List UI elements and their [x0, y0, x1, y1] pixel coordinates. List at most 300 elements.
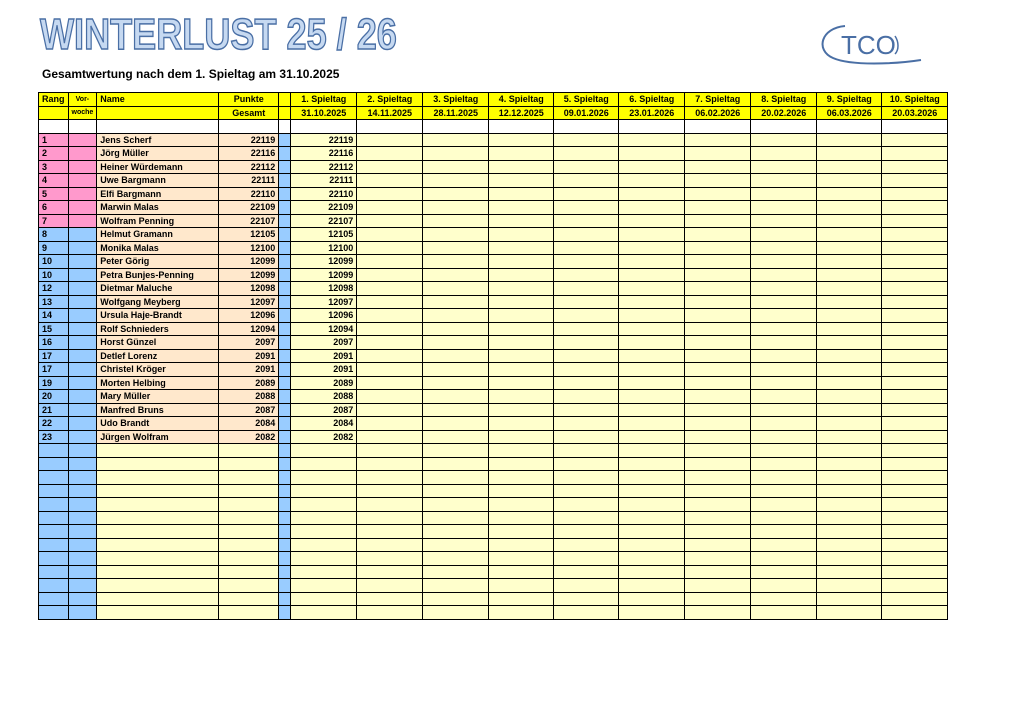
- total-points-cell: 12094: [219, 322, 279, 336]
- spieltag-cell: [619, 187, 685, 201]
- previous-week-cell: [68, 160, 97, 174]
- spieltag-cell: [423, 214, 489, 228]
- name-cell: [97, 525, 219, 539]
- spieltag-cell: [751, 160, 817, 174]
- spieltag-cell: [489, 498, 554, 512]
- spieltag-cell: [817, 606, 882, 620]
- previous-week-cell: [68, 322, 97, 336]
- name-cell: [97, 565, 219, 579]
- spieltag-cell: [685, 228, 751, 242]
- spieltag-cell: [685, 403, 751, 417]
- name-cell: Jürgen Wolfram: [97, 430, 219, 444]
- spieltag-cell: [882, 390, 948, 404]
- rank-cell: 5: [39, 187, 69, 201]
- spieltag-cell: [554, 457, 619, 471]
- spieltag-1-cell: 12100: [291, 241, 357, 255]
- spieltag-cell: [882, 376, 948, 390]
- spacer-cell: [279, 538, 291, 552]
- spieltag-cell: [423, 390, 489, 404]
- table-row: [39, 403, 948, 417]
- spacer-cell: [279, 336, 291, 350]
- spieltag-cell: [423, 498, 489, 512]
- page-title: WINTERLUST 25 / 26: [40, 10, 397, 59]
- spieltag-cell: [619, 552, 685, 566]
- spieltag-cell: [817, 403, 882, 417]
- name-cell: [97, 511, 219, 525]
- name-cell: Elfi Bargmann: [97, 187, 219, 201]
- previous-week-cell: [68, 592, 97, 606]
- table-row: [39, 147, 948, 161]
- spieltag-cell: [751, 579, 817, 593]
- spieltag-cell: [751, 390, 817, 404]
- previous-week-cell: [68, 390, 97, 404]
- spieltag-cell: [489, 484, 554, 498]
- spieltag-cell: [619, 430, 685, 444]
- spieltag-cell: [357, 538, 423, 552]
- spieltag-cell: [685, 187, 751, 201]
- spieltag-cell: [685, 174, 751, 188]
- spacer-cell: [751, 120, 817, 134]
- rank-cell: [39, 498, 69, 512]
- spieltag-cell: [619, 390, 685, 404]
- spieltag-cell: [489, 552, 554, 566]
- rank-cell: [39, 579, 69, 593]
- spieltag-cell: [423, 282, 489, 296]
- spieltag-cell: [489, 579, 554, 593]
- spieltag-cell: [751, 484, 817, 498]
- spieltag-cell: [817, 376, 882, 390]
- spieltag-cell: [619, 282, 685, 296]
- spieltag-cell: [357, 147, 423, 161]
- spacer-cell: [279, 376, 291, 390]
- spieltag-cell: [489, 444, 554, 458]
- spieltag-cell: [291, 484, 357, 498]
- spieltag-1-cell: 22110: [291, 187, 357, 201]
- spieltag-cell: [685, 295, 751, 309]
- spacer-cell: [279, 349, 291, 363]
- spacer-cell: [279, 255, 291, 269]
- rank-cell: 13: [39, 295, 69, 309]
- previous-week-cell: [68, 525, 97, 539]
- spieltag-cell: [619, 565, 685, 579]
- spieltag-cell: [817, 484, 882, 498]
- table-row: [39, 336, 948, 350]
- previous-week-cell: [68, 457, 97, 471]
- spieltag-cell: [554, 403, 619, 417]
- spieltag-cell: [423, 606, 489, 620]
- header-name: Name: [97, 93, 219, 107]
- spacer-cell: [279, 120, 291, 134]
- spieltag-cell: [489, 376, 554, 390]
- spieltag-cell: [685, 417, 751, 431]
- name-cell: Rolf Schnieders: [97, 322, 219, 336]
- spieltag-cell: [554, 133, 619, 147]
- name-cell: Udo Brandt: [97, 417, 219, 431]
- table-row: [39, 363, 948, 377]
- rank-cell: [39, 606, 69, 620]
- spieltag-cell: [489, 241, 554, 255]
- spieltag-cell: [685, 538, 751, 552]
- total-points-cell: [219, 471, 279, 485]
- total-points-cell: [219, 457, 279, 471]
- spieltag-cell: [882, 538, 948, 552]
- total-points-cell: [219, 511, 279, 525]
- previous-week-cell: [68, 214, 97, 228]
- spieltag-cell: [619, 606, 685, 620]
- spieltag-cell: [423, 133, 489, 147]
- spieltag-cell: [357, 255, 423, 269]
- spieltag-cell: [554, 228, 619, 242]
- spacer-cell: [279, 187, 291, 201]
- total-points-cell: 22110: [219, 187, 279, 201]
- spieltag-cell: [751, 241, 817, 255]
- spieltag-cell: [423, 417, 489, 431]
- spieltag-cell: [751, 187, 817, 201]
- spieltag-cell: [357, 484, 423, 498]
- table-row: [39, 417, 948, 431]
- rank-cell: [39, 484, 69, 498]
- spieltag-cell: [751, 201, 817, 215]
- previous-week-cell: [68, 417, 97, 431]
- spacer-cell: [279, 295, 291, 309]
- spieltag-cell: [423, 471, 489, 485]
- spieltag-cell: [357, 417, 423, 431]
- spieltag-cell: [882, 565, 948, 579]
- rank-cell: [39, 457, 69, 471]
- spieltag-cell: [751, 133, 817, 147]
- spieltag-cell: [685, 376, 751, 390]
- spieltag-cell: [685, 525, 751, 539]
- spieltag-cell: [882, 444, 948, 458]
- spieltag-cell: [685, 160, 751, 174]
- table-row: [39, 282, 948, 296]
- spieltag-cell: [685, 606, 751, 620]
- spieltag-cell: [489, 295, 554, 309]
- spieltag-cell: [489, 457, 554, 471]
- previous-week-cell: [68, 201, 97, 215]
- spieltag-cell: [357, 525, 423, 539]
- spieltag-cell: [554, 147, 619, 161]
- spieltag-cell: [357, 498, 423, 512]
- spieltag-cell: [357, 228, 423, 242]
- spieltag-cell: [817, 268, 882, 282]
- name-cell: [97, 579, 219, 593]
- total-points-cell: 12097: [219, 295, 279, 309]
- spacer-cell: [279, 525, 291, 539]
- spieltag-cell: [619, 268, 685, 282]
- spieltag-cell: [817, 552, 882, 566]
- spieltag-cell: [882, 552, 948, 566]
- table-row: [39, 133, 948, 147]
- spieltag-cell: [489, 511, 554, 525]
- previous-week-cell: [68, 606, 97, 620]
- spieltag-1-cell: 22116: [291, 147, 357, 161]
- spacer-cell: [685, 120, 751, 134]
- table-row: [39, 349, 948, 363]
- spieltag-cell: [357, 430, 423, 444]
- spieltag-1-cell: 2097: [291, 336, 357, 350]
- spacer-cell: [279, 606, 291, 620]
- previous-week-cell: [68, 309, 97, 323]
- spieltag-cell: [291, 457, 357, 471]
- header-spieltag-date: 12.12.2025: [489, 106, 554, 120]
- total-points-cell: 2088: [219, 390, 279, 404]
- total-points-cell: [219, 579, 279, 593]
- spieltag-cell: [817, 390, 882, 404]
- spieltag-cell: [882, 417, 948, 431]
- spieltag-cell: [619, 498, 685, 512]
- total-points-cell: 2082: [219, 430, 279, 444]
- spieltag-cell: [554, 430, 619, 444]
- spacer-cell: [279, 201, 291, 215]
- spieltag-cell: [357, 336, 423, 350]
- spieltag-cell: [423, 552, 489, 566]
- spieltag-cell: [817, 592, 882, 606]
- previous-week-cell: [68, 444, 97, 458]
- spieltag-cell: [619, 511, 685, 525]
- spieltag-cell: [489, 403, 554, 417]
- name-cell: Petra Bunjes-Penning: [97, 268, 219, 282]
- spieltag-cell: [423, 403, 489, 417]
- name-cell: [97, 457, 219, 471]
- spieltag-cell: [554, 376, 619, 390]
- previous-week-cell: [68, 295, 97, 309]
- spieltag-cell: [554, 349, 619, 363]
- spieltag-1-cell: 12096: [291, 309, 357, 323]
- spieltag-cell: [817, 187, 882, 201]
- spieltag-cell: [619, 403, 685, 417]
- standings-table: [38, 92, 948, 620]
- spieltag-cell: [751, 565, 817, 579]
- spacer-cell: [279, 309, 291, 323]
- spieltag-cell: [751, 511, 817, 525]
- spieltag-cell: [619, 322, 685, 336]
- header-spieltag-label: 8. Spieltag: [751, 93, 817, 107]
- spieltag-cell: [685, 147, 751, 161]
- spieltag-cell: [751, 322, 817, 336]
- spieltag-cell: [751, 376, 817, 390]
- empty-row: [39, 511, 948, 525]
- spieltag-cell: [357, 552, 423, 566]
- spieltag-cell: [423, 430, 489, 444]
- spieltag-cell: [291, 565, 357, 579]
- page-subtitle: Gesamtwertung nach dem 1. Spieltag am 31.10.2025: [42, 67, 340, 81]
- table-row: [39, 295, 948, 309]
- name-cell: Peter Görig: [97, 255, 219, 269]
- spieltag-cell: [685, 511, 751, 525]
- spieltag-cell: [685, 579, 751, 593]
- spacer-cell: [279, 484, 291, 498]
- spieltag-cell: [423, 241, 489, 255]
- spieltag-cell: [882, 484, 948, 498]
- total-points-cell: 22107: [219, 214, 279, 228]
- header-spieltag-date: 20.03.2026: [882, 106, 948, 120]
- header-spieltag-date: 31.10.2025: [291, 106, 357, 120]
- previous-week-cell: [68, 349, 97, 363]
- spieltag-cell: [882, 228, 948, 242]
- spieltag-cell: [817, 511, 882, 525]
- spieltag-cell: [489, 133, 554, 147]
- header-spieltag-label: 10. Spieltag: [882, 93, 948, 107]
- spieltag-cell: [357, 376, 423, 390]
- spieltag-cell: [817, 565, 882, 579]
- spieltag-cell: [619, 201, 685, 215]
- rank-cell: 8: [39, 228, 69, 242]
- spieltag-cell: [423, 444, 489, 458]
- rank-cell: 14: [39, 309, 69, 323]
- spieltag-cell: [751, 147, 817, 161]
- rank-cell: 1: [39, 133, 69, 147]
- spieltag-cell: [489, 349, 554, 363]
- spieltag-cell: [751, 255, 817, 269]
- name-cell: Helmut Gramann: [97, 228, 219, 242]
- empty-row: [39, 484, 948, 498]
- spieltag-cell: [882, 214, 948, 228]
- empty-row: [39, 471, 948, 485]
- total-points-cell: 22111: [219, 174, 279, 188]
- spieltag-cell: [423, 349, 489, 363]
- spieltag-cell: [685, 484, 751, 498]
- name-cell: Christel Kröger: [97, 363, 219, 377]
- spieltag-cell: [554, 214, 619, 228]
- total-points-cell: 22119: [219, 133, 279, 147]
- spieltag-cell: [817, 255, 882, 269]
- name-cell: Wolfgang Meyberg: [97, 295, 219, 309]
- spacer-cell: [279, 282, 291, 296]
- spieltag-cell: [751, 295, 817, 309]
- header-spacer-2: [279, 106, 291, 120]
- spieltag-1-cell: 22112: [291, 160, 357, 174]
- total-points-cell: 22109: [219, 201, 279, 215]
- spieltag-cell: [751, 552, 817, 566]
- name-cell: Heiner Würdemann: [97, 160, 219, 174]
- rank-cell: 21: [39, 403, 69, 417]
- spieltag-cell: [423, 255, 489, 269]
- spieltag-1-cell: 22109: [291, 201, 357, 215]
- previous-week-cell: [68, 363, 97, 377]
- spieltag-cell: [751, 268, 817, 282]
- spacer-cell: [279, 390, 291, 404]
- spacer-cell: [817, 120, 882, 134]
- spieltag-cell: [817, 430, 882, 444]
- spieltag-cell: [751, 444, 817, 458]
- spieltag-cell: [489, 201, 554, 215]
- spieltag-cell: [685, 444, 751, 458]
- previous-week-cell: [68, 174, 97, 188]
- previous-week-cell: [68, 511, 97, 525]
- previous-week-cell: [68, 430, 97, 444]
- name-cell: Monika Malas: [97, 241, 219, 255]
- spieltag-cell: [817, 349, 882, 363]
- spieltag-cell: [357, 511, 423, 525]
- spieltag-cell: [554, 417, 619, 431]
- spacer-cell: [97, 120, 219, 134]
- previous-week-cell: [68, 147, 97, 161]
- total-points-cell: 12098: [219, 282, 279, 296]
- spieltag-cell: [357, 309, 423, 323]
- spieltag-cell: [357, 201, 423, 215]
- spacer-cell: [279, 430, 291, 444]
- spieltag-cell: [423, 525, 489, 539]
- spieltag-cell: [619, 295, 685, 309]
- name-cell: Marwin Malas: [97, 201, 219, 215]
- spieltag-cell: [291, 552, 357, 566]
- spieltag-cell: [423, 511, 489, 525]
- spacer-cell: [279, 228, 291, 242]
- name-cell: [97, 484, 219, 498]
- previous-week-cell: [68, 498, 97, 512]
- spieltag-cell: [554, 201, 619, 215]
- spacer-cell: [423, 120, 489, 134]
- spacer-cell: [279, 552, 291, 566]
- spieltag-1-cell: 12098: [291, 282, 357, 296]
- spieltag-cell: [357, 390, 423, 404]
- spieltag-cell: [882, 295, 948, 309]
- rank-cell: [39, 552, 69, 566]
- spieltag-cell: [882, 322, 948, 336]
- name-cell: Horst Günzel: [97, 336, 219, 350]
- rank-cell: [39, 538, 69, 552]
- spieltag-cell: [619, 376, 685, 390]
- table-row: [39, 214, 948, 228]
- spieltag-cell: [817, 228, 882, 242]
- spacer-cell: [39, 120, 69, 134]
- spieltag-cell: [423, 322, 489, 336]
- spieltag-cell: [489, 525, 554, 539]
- total-points-cell: 2087: [219, 403, 279, 417]
- header-rang: Rang: [39, 93, 69, 107]
- spieltag-cell: [685, 363, 751, 377]
- spieltag-cell: [489, 363, 554, 377]
- spacer-cell: [279, 457, 291, 471]
- spieltag-cell: [619, 241, 685, 255]
- spieltag-cell: [489, 228, 554, 242]
- logo-text: TCO: [841, 30, 896, 60]
- spieltag-cell: [357, 444, 423, 458]
- spieltag-cell: [882, 457, 948, 471]
- spieltag-cell: [751, 282, 817, 296]
- previous-week-cell: [68, 268, 97, 282]
- spieltag-cell: [357, 565, 423, 579]
- name-cell: [97, 538, 219, 552]
- spieltag-cell: [357, 363, 423, 377]
- previous-week-cell: [68, 133, 97, 147]
- name-cell: Jörg Müller: [97, 147, 219, 161]
- spieltag-cell: [291, 511, 357, 525]
- spieltag-cell: [882, 241, 948, 255]
- spacer-cell: [279, 471, 291, 485]
- spieltag-1-cell: 2091: [291, 363, 357, 377]
- spieltag-cell: [751, 336, 817, 350]
- spieltag-cell: [291, 471, 357, 485]
- spieltag-cell: [882, 579, 948, 593]
- previous-week-cell: [68, 484, 97, 498]
- spieltag-cell: [619, 417, 685, 431]
- header-rang-2: [39, 106, 69, 120]
- spieltag-cell: [357, 592, 423, 606]
- header-spieltag-label: 6. Spieltag: [619, 93, 685, 107]
- spieltag-cell: [685, 255, 751, 269]
- spieltag-cell: [489, 430, 554, 444]
- name-cell: [97, 444, 219, 458]
- spieltag-cell: [619, 484, 685, 498]
- total-points-cell: [219, 606, 279, 620]
- spieltag-cell: [817, 498, 882, 512]
- spieltag-cell: [685, 471, 751, 485]
- spieltag-cell: [619, 363, 685, 377]
- spieltag-cell: [882, 606, 948, 620]
- name-cell: Morten Helbing: [97, 376, 219, 390]
